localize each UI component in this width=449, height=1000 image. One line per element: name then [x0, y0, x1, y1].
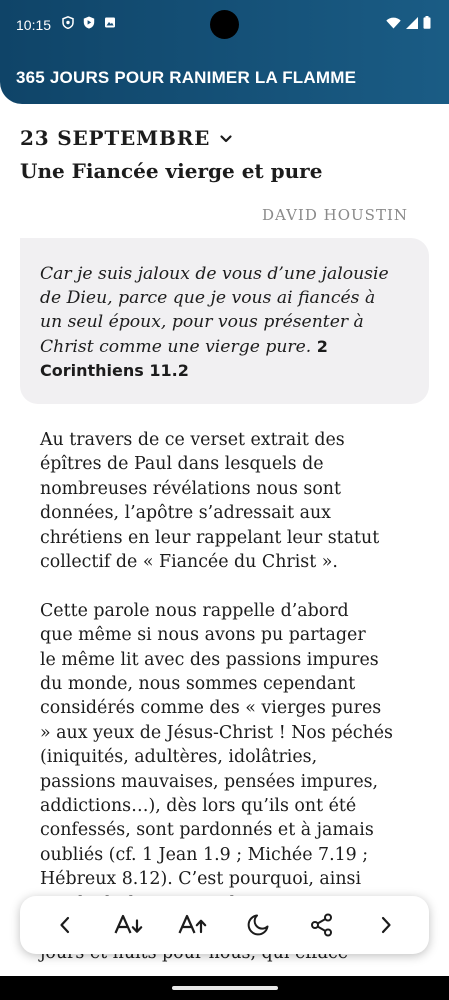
verse-quote [40, 262, 399, 383]
chevron-left-icon [58, 915, 72, 935]
previous-day-button[interactable] [50, 910, 80, 940]
text-size-decrease-icon [114, 914, 144, 936]
increase-font-button[interactable] [178, 910, 208, 940]
wifi-icon [386, 17, 401, 29]
photos-icon [104, 16, 116, 29]
date-selector[interactable] [20, 126, 233, 150]
signal-icon [406, 17, 418, 29]
devotional-title: Une Fiancée vierge et pure [20, 159, 323, 183]
verse-reference: 2 Corinthiens 11.2 [40, 336, 328, 380]
reading-toolbar [20, 896, 429, 954]
front-camera [210, 10, 239, 39]
author-name: DAVID HOUSTIN [261, 206, 408, 224]
verse-box [20, 238, 429, 404]
system-navigation-bar [0, 976, 449, 1000]
share-button[interactable] [307, 910, 337, 940]
next-day-button[interactable] [371, 910, 401, 940]
chevron-right-icon [379, 915, 393, 935]
share-icon [310, 913, 334, 937]
chevron-down-icon [219, 132, 233, 146]
dark-mode-button[interactable] [243, 910, 273, 940]
battery-icon [423, 16, 431, 29]
text-size-increase-icon [178, 914, 208, 936]
app-title: 365 JOURS POUR RANIMER LA FLAMME [16, 68, 357, 87]
status-bar [0, 0, 449, 50]
play-protect-icon [83, 16, 95, 29]
home-gesture-handle[interactable] [172, 986, 278, 990]
status-icons-left [62, 16, 116, 29]
app-header [0, 0, 449, 104]
moon-icon [246, 913, 270, 937]
body-paragraph: Au travers de ce verset extrait des épîtres de Paul dans lesquels de nombreuses révélations nous sont données, l’apôtre s’adressait aux chrétiens en leur rappelant leur statut collectif de « Fiancée du Christ ». [40, 430, 380, 573]
decrease-font-button[interactable] [114, 910, 144, 940]
body-paragraph: Cette parole nous rappelle d’abord que même si nous avons pu partager le même lit avec des passions impures du monde, nous sommes cependant considérés comme des « vierges pures » aux yeux de Jésus-Christ ! Nos péchés (iniquités, adultères, idolâtries, passions mauvaises, pensées impures, addictions…), dès lors qu’ils ont été confessés, sont pardonnés et à jamais oubliés (cf. 1 Jean 1.9 ; Michée 7.19 ; Hébreux 8.12). C’est pourquoi, ainsi [40, 600, 393, 890]
status-time: 10:15 [16, 17, 52, 33]
date-label: 23 SEPTEMBRE [20, 126, 211, 150]
verse-text: Car je suis jaloux de vous d’une jalousie de Dieu, parce que je vous ai fiancés à un seul époux, pour vous présenter à Christ comme une vierge pure. [40, 264, 389, 357]
status-icons-right [386, 16, 431, 29]
vpn-shield-icon [62, 16, 74, 29]
